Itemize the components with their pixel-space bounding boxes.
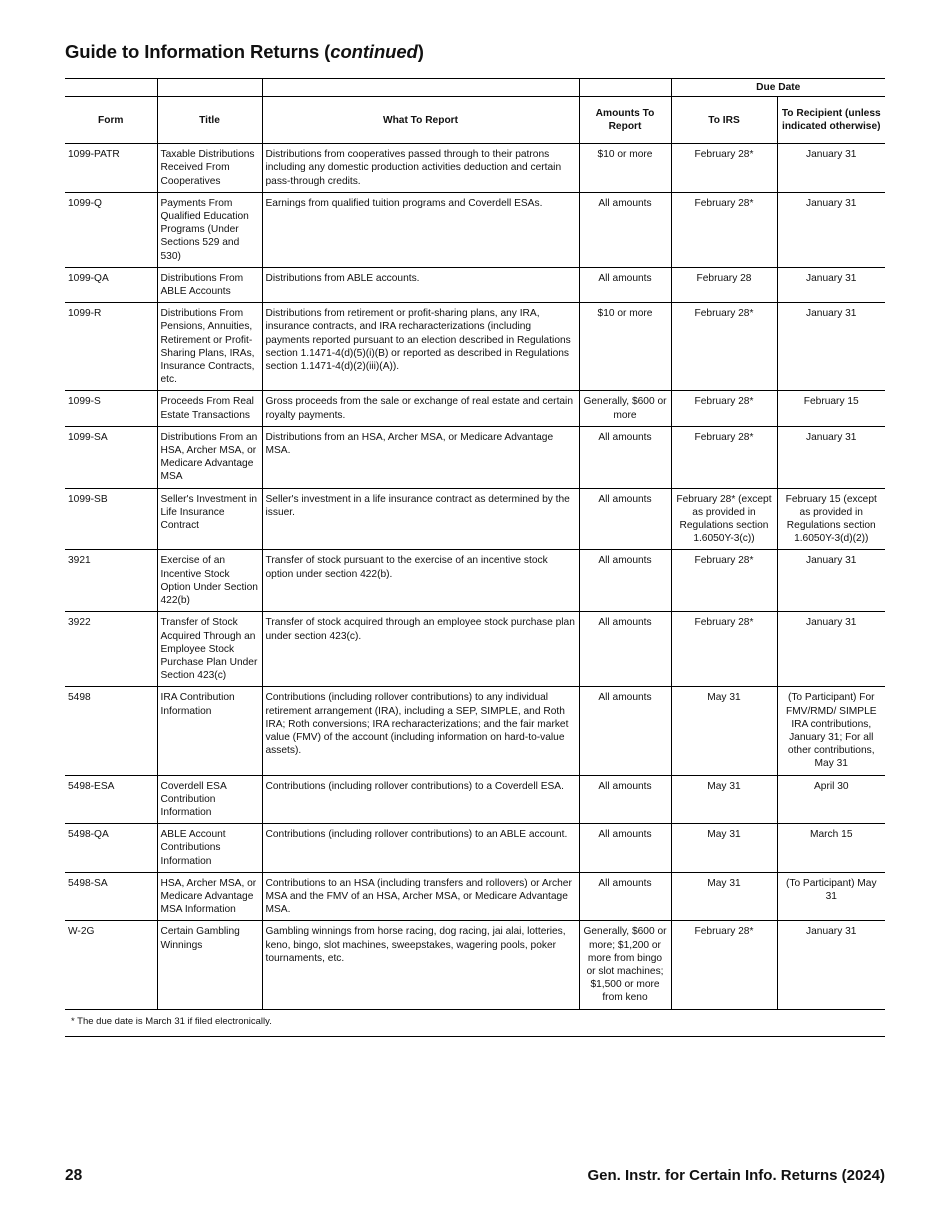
form-cell: 1099-Q [65, 192, 157, 267]
table-row [65, 391, 885, 426]
title-cell: Distributions From Pensions, Annuities, Retirement or Profit-Sharing Plans, IRAs, Insurance Contracts, etc. [157, 303, 262, 391]
what-to-report-cell: Gambling winnings from horse racing, dog racing, jai alai, lotteries, keno, bingo, slot machines, sweepstakes, wagering pools, poker tournaments, etc. [262, 921, 579, 1009]
form-cell: 1099-PATR [65, 144, 157, 193]
title-cell: Certain Gambling Winnings [157, 921, 262, 1009]
due-to-recipient-cell: February 15 (except as provided in Regulations section 1.6050Y-3(d)(2)) [777, 488, 885, 550]
form-cell: 5498-ESA [65, 775, 157, 824]
header-form: Form [65, 97, 157, 144]
form-cell: 3921 [65, 550, 157, 612]
form-cell: 5498-QA [65, 824, 157, 873]
table-body [65, 144, 885, 1009]
amounts-cell: All amounts [579, 488, 671, 550]
due-to-recipient-cell: January 31 [777, 192, 885, 267]
amounts-cell: $10 or more [579, 144, 671, 193]
header-to-recipient: To Recipient (unless indicated otherwise) [777, 97, 885, 144]
table-row [65, 872, 885, 921]
table-row [65, 303, 885, 391]
due-to-irs-cell: May 31 [671, 824, 777, 873]
due-to-recipient-cell: (To Participant) May 31 [777, 872, 885, 921]
header-what-to-report: What To Report [262, 97, 579, 144]
due-to-irs-cell: February 28* [671, 612, 777, 687]
amounts-cell: Generally, $600 or more; $1,200 or more from bingo or slot machines; $1,500 or more from keno [579, 921, 671, 1009]
header-blank-form [65, 79, 157, 97]
title-cell: Coverdell ESA Contribution Information [157, 775, 262, 824]
what-to-report-cell: Transfer of stock acquired through an employee stock purchase plan under section 423(c). [262, 612, 579, 687]
form-cell: 3922 [65, 612, 157, 687]
amounts-cell: All amounts [579, 192, 671, 267]
table-row [65, 921, 885, 1009]
title-cell: Taxable Distributions Received From Cooperatives [157, 144, 262, 193]
due-to-recipient-cell: January 31 [777, 144, 885, 193]
due-to-recipient-cell: February 15 [777, 391, 885, 426]
form-cell: 1099-R [65, 303, 157, 391]
due-to-recipient-cell: April 30 [777, 775, 885, 824]
form-cell: 1099-SA [65, 426, 157, 488]
due-to-recipient-cell: January 31 [777, 921, 885, 1009]
header-blank-amounts [579, 79, 671, 97]
due-to-recipient-cell: January 31 [777, 426, 885, 488]
table-row [65, 426, 885, 488]
table-row [65, 687, 885, 775]
due-to-recipient-cell: January 31 [777, 267, 885, 302]
due-to-irs-cell: February 28* [671, 391, 777, 426]
amounts-cell: All amounts [579, 550, 671, 612]
title-cell: Seller's Investment in Life Insurance Contract [157, 488, 262, 550]
title-cell: IRA Contribution Information [157, 687, 262, 775]
what-to-report-cell: Distributions from retirement or profit-sharing plans, any IRA, insurance contracts, and IRA recharacterizations (including payments reported pursuant to an election described in Regulations section 1.1471-4(d)(5)(i)(B) or reported as described in Regulations section 1.1471-4(d)(2)(iii)(A)). [262, 303, 579, 391]
amounts-cell: All amounts [579, 426, 671, 488]
footnote-row [65, 1009, 885, 1036]
due-to-irs-cell: May 31 [671, 687, 777, 775]
header-blank-what [262, 79, 579, 97]
amounts-cell: All amounts [579, 872, 671, 921]
header-row-top [65, 79, 885, 97]
title-cell: Exercise of an Incentive Stock Option Under Section 422(b) [157, 550, 262, 612]
form-cell: W-2G [65, 921, 157, 1009]
page-number: 28 [65, 1167, 83, 1184]
amounts-cell: All amounts [579, 612, 671, 687]
title-cell: ABLE Account Contributions Information [157, 824, 262, 873]
amounts-cell: Generally, $600 or more [579, 391, 671, 426]
what-to-report-cell: Transfer of stock pursuant to the exercise of an incentive stock option under section 422(b). [262, 550, 579, 612]
title-cell: Distributions From ABLE Accounts [157, 267, 262, 302]
title-cell: HSA, Archer MSA, or Medicare Advantage MSA Information [157, 872, 262, 921]
due-to-recipient-cell: (To Participant) For FMV/RMD/ SIMPLE IRA contributions, January 31; For all other contributions, May 31 [777, 687, 885, 775]
what-to-report-cell: Contributions to an HSA (including transfers and rollovers) or Archer MSA and the FMV of an HSA, Archer MSA, or Medicare Advantage MSA. [262, 872, 579, 921]
footer-title: Gen. Instr. for Certain Info. Returns (2024) [587, 1167, 885, 1184]
table-row [65, 267, 885, 302]
header-title: Title [157, 97, 262, 144]
table-row [65, 824, 885, 873]
header-due-date: Due Date [671, 79, 885, 97]
footnote: * The due date is March 31 if filed electronically. [65, 1009, 885, 1036]
title-cell: Distributions From an HSA, Archer MSA, or Medicare Advantage MSA [157, 426, 262, 488]
title-cell: Payments From Qualified Education Programs (Under Sections 529 and 530) [157, 192, 262, 267]
due-to-irs-cell: February 28* [671, 144, 777, 193]
what-to-report-cell: Contributions (including rollover contributions) to a Coverdell ESA. [262, 775, 579, 824]
page-title-close: ) [417, 41, 424, 62]
form-cell: 1099-SB [65, 488, 157, 550]
due-to-irs-cell: February 28* [671, 426, 777, 488]
due-to-recipient-cell: January 31 [777, 303, 885, 391]
page-title [65, 41, 424, 63]
amounts-cell: All amounts [579, 687, 671, 775]
due-to-recipient-cell: January 31 [777, 550, 885, 612]
amounts-cell: All amounts [579, 267, 671, 302]
table-row [65, 612, 885, 687]
amounts-cell: $10 or more [579, 303, 671, 391]
what-to-report-cell: Contributions (including rollover contributions) to any individual retirement arrangement (IRA), including a SEP, SIMPLE, and Roth IRA; Roth conversions; IRA recharacterizations; and the fair market value (FMV) of the account (including information on hard-to-value assets). [262, 687, 579, 775]
table-row [65, 488, 885, 550]
due-to-irs-cell: February 28* [671, 921, 777, 1009]
what-to-report-cell: Seller's investment in a life insurance contract as determined by the issuer. [262, 488, 579, 550]
page-title-continued: continued [330, 41, 418, 62]
amounts-cell: All amounts [579, 775, 671, 824]
form-cell: 5498-SA [65, 872, 157, 921]
due-to-irs-cell: February 28* (except as provided in Regulations section 1.6050Y-3(c)) [671, 488, 777, 550]
table-row [65, 192, 885, 267]
due-to-irs-cell: February 28* [671, 192, 777, 267]
header-blank-title [157, 79, 262, 97]
due-to-recipient-cell: January 31 [777, 612, 885, 687]
header-to-irs: To IRS [671, 97, 777, 144]
header-row [65, 97, 885, 144]
what-to-report-cell: Distributions from cooperatives passed through to their patrons including any domestic production activities deduction and certain pass-through credits. [262, 144, 579, 193]
information-returns-table [65, 78, 885, 1037]
page-title-text: Guide to Information Returns ( [65, 41, 331, 62]
what-to-report-cell: Distributions from an HSA, Archer MSA, or Medicare Advantage MSA. [262, 426, 579, 488]
table-row [65, 775, 885, 824]
due-to-irs-cell: May 31 [671, 872, 777, 921]
form-cell: 1099-S [65, 391, 157, 426]
what-to-report-cell: Distributions from ABLE accounts. [262, 267, 579, 302]
form-cell: 1099-QA [65, 267, 157, 302]
form-cell: 5498 [65, 687, 157, 775]
due-to-irs-cell: May 31 [671, 775, 777, 824]
due-to-irs-cell: February 28 [671, 267, 777, 302]
what-to-report-cell: Contributions (including rollover contributions) to an ABLE account. [262, 824, 579, 873]
due-to-recipient-cell: March 15 [777, 824, 885, 873]
amounts-cell: All amounts [579, 824, 671, 873]
title-cell: Proceeds From Real Estate Transactions [157, 391, 262, 426]
what-to-report-cell: Earnings from qualified tuition programs and Coverdell ESAs. [262, 192, 579, 267]
table-row [65, 144, 885, 193]
header-amounts-to-report: Amounts To Report [579, 97, 671, 144]
title-cell: Transfer of Stock Acquired Through an Employee Stock Purchase Plan Under Section 423(c) [157, 612, 262, 687]
due-to-irs-cell: February 28* [671, 303, 777, 391]
table-row [65, 550, 885, 612]
what-to-report-cell: Gross proceeds from the sale or exchange of real estate and certain royalty payments. [262, 391, 579, 426]
due-to-irs-cell: February 28* [671, 550, 777, 612]
